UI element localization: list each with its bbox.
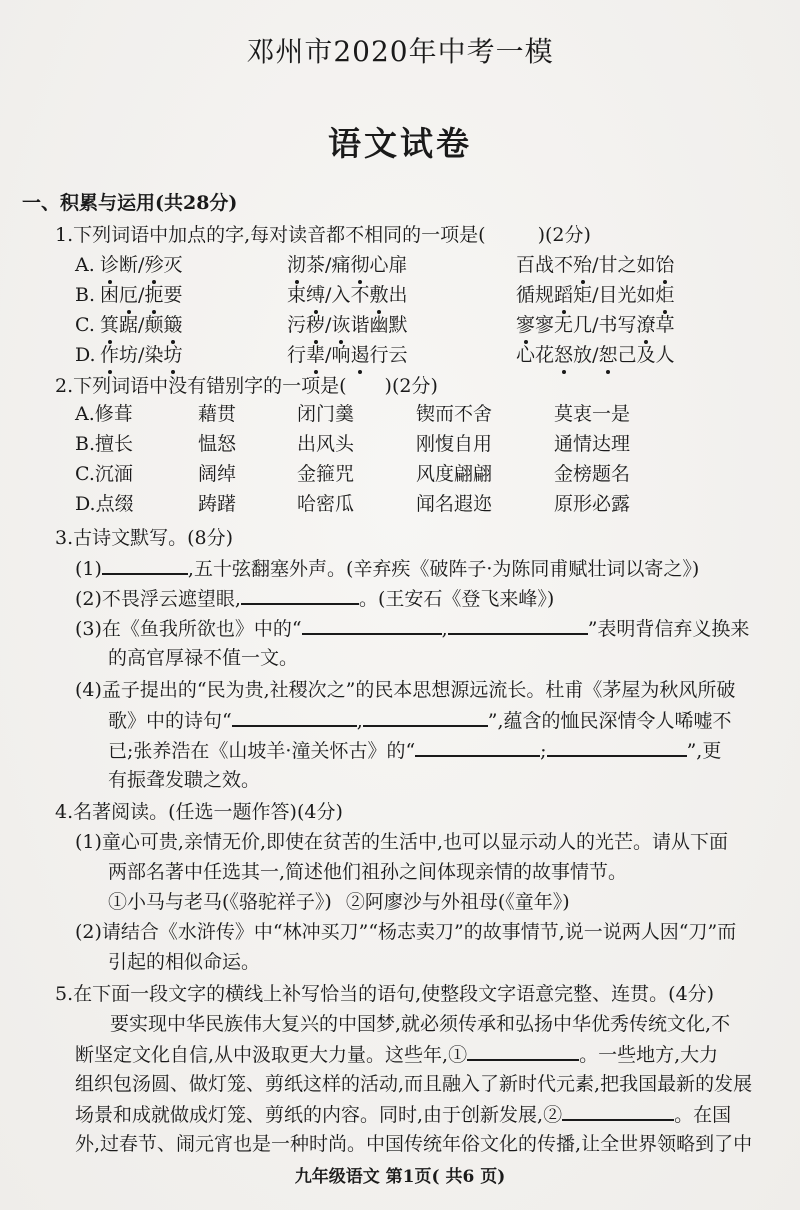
char: 矩 xyxy=(573,284,593,306)
q2-word: 通情达理 xyxy=(554,433,631,455)
q2-word: 金箍咒 xyxy=(297,463,355,485)
char: 寥 xyxy=(535,314,555,336)
q1-word-pair xyxy=(287,282,408,308)
emphasized-char: 彻 xyxy=(350,254,370,276)
char: / xyxy=(592,344,599,366)
char: 心 xyxy=(369,254,389,276)
q1-option-label: A. xyxy=(75,254,95,276)
q3-item-1-text: ,五十弦翻塞外声。(辛弃疾《破阵子·为陈同甫赋壮词以寄之》) xyxy=(187,558,700,580)
answer-blank-1[interactable] xyxy=(467,1041,579,1061)
char: / xyxy=(325,284,332,306)
comma: , xyxy=(356,710,363,732)
emphasized-char: 扼 xyxy=(144,284,164,306)
q5-passage-line xyxy=(75,1041,718,1068)
q1-option-label: C. xyxy=(75,314,95,336)
q5-stem: 5.在下面一段文字的横线上补写恰当的语句,使整段文字语意完整、连贯。(4分) xyxy=(55,983,715,1005)
q4-item-2: (2)请结合《水浒传》中“林冲买刀”“杨志卖刀”的故事情节,说一说两人因“刀”而 xyxy=(75,921,737,943)
q5-passage-line: 组织包汤圆、做灯笼、剪纸这样的活动,而且融入了新时代元素,把我国最新的发展 xyxy=(75,1073,753,1095)
char: 不 xyxy=(554,254,574,276)
q3-item-4-line3 xyxy=(108,737,721,764)
emphasized-char: 诙 xyxy=(331,314,351,336)
char: 如 xyxy=(636,284,656,306)
char: / xyxy=(138,254,145,276)
q2-word: A.修葺 xyxy=(75,403,133,425)
char: / xyxy=(325,254,332,276)
q3-text: ”,更 xyxy=(686,740,722,762)
q3-item-3-cont: 的高官厚禄不值一文。 xyxy=(108,647,299,669)
emphasized-char: 箕 xyxy=(100,314,120,336)
q2-word: 阔绰 xyxy=(198,463,237,485)
q1-stem xyxy=(55,222,591,248)
q2-word: 愠怒 xyxy=(198,433,237,455)
emphasized-char: 恕 xyxy=(598,344,618,366)
q2-stem-text: 2.下列词语中没有错别字的一项是( xyxy=(55,375,347,397)
char: 规 xyxy=(535,284,555,306)
q3-stem: 3.古诗文默写。(8分) xyxy=(55,527,234,549)
char: 踞 xyxy=(119,314,139,336)
emphasized-char: 殄 xyxy=(144,254,164,276)
char: / xyxy=(592,254,599,276)
q1-word-pair xyxy=(287,342,408,368)
char: 扉 xyxy=(388,254,408,276)
char: 灭 xyxy=(163,254,183,276)
q1-word-pair xyxy=(516,312,675,338)
char: 茶 xyxy=(306,254,326,276)
q2-word: 踌躇 xyxy=(198,493,237,515)
char: 之 xyxy=(617,254,637,276)
answer-blank[interactable] xyxy=(102,555,188,575)
char: 心 xyxy=(516,344,536,366)
char: 草 xyxy=(655,314,675,336)
char: 污 xyxy=(287,314,307,336)
q4-choice-1: ①小马与老马(《骆驼祥子》) xyxy=(108,891,332,913)
char: 百 xyxy=(516,254,536,276)
emphasized-char: 潦 xyxy=(636,314,656,336)
page-footer: 九年级语文 第1页( 共6 页) xyxy=(294,1167,506,1187)
char: / xyxy=(592,284,599,306)
q2-word: 金榜题名 xyxy=(554,463,631,485)
emphasized-char: 缚 xyxy=(306,284,326,306)
char: 花 xyxy=(535,344,555,366)
q4-item-2-line2: 引起的相似命运。 xyxy=(108,951,261,973)
q2-word: C.沉湎 xyxy=(75,463,133,485)
char: 目 xyxy=(598,284,618,306)
char: 己 xyxy=(617,344,637,366)
char: 甘 xyxy=(598,254,618,276)
char: 不 xyxy=(350,284,370,306)
answer-blank[interactable] xyxy=(448,615,588,635)
q3-item-3-text: ”表明背信弃义换来 xyxy=(587,618,750,640)
char: 要 xyxy=(163,284,183,306)
char: 谐 xyxy=(350,314,370,336)
emphasized-char: 厄 xyxy=(119,284,139,306)
q1-word-pair xyxy=(100,312,182,338)
emphasized-char: 遏 xyxy=(350,344,370,366)
char: 循 xyxy=(516,284,536,306)
q3-text: ”,蕴含的恤民深情令人唏嘘不 xyxy=(487,710,732,732)
char: / xyxy=(592,314,599,336)
emphasized-char: 饴 xyxy=(655,254,675,276)
q2-word: 藉贯 xyxy=(198,403,237,425)
answer-blank-2[interactable] xyxy=(562,1101,674,1121)
char: 困 xyxy=(100,284,120,306)
q5-passage-line: 外,过春节、闹元宵也是一种时尚。中国传统年俗文化的传播,让全世界领略到了中 xyxy=(75,1133,753,1155)
q3-item-4-line4: 有振聋发聩之效。 xyxy=(108,769,261,791)
emphasized-char: 寥 xyxy=(516,314,536,336)
emphasized-char: 簸 xyxy=(163,314,183,336)
char: / xyxy=(138,314,145,336)
answer-blank[interactable] xyxy=(415,737,540,757)
emphasized-char: 辈 xyxy=(306,344,326,366)
q2-word: 刚愎自用 xyxy=(416,433,493,455)
char: 行 xyxy=(369,344,389,366)
q3-item-2-source: 。(王安石《登飞来峰》) xyxy=(358,588,555,610)
emphasized-char: 炬 xyxy=(655,284,675,306)
answer-blank[interactable] xyxy=(302,615,442,635)
q1-word-pair xyxy=(287,252,408,278)
q4-item-1-choices xyxy=(108,889,570,915)
char: 颠 xyxy=(144,314,164,336)
q2-word: 闭门羹 xyxy=(297,403,355,425)
char: 无 xyxy=(554,314,574,336)
emphasized-char: 坊 xyxy=(163,344,183,366)
char: 痛 xyxy=(331,254,351,276)
char: 几 xyxy=(573,314,593,336)
q2-word: 莫衷一是 xyxy=(554,403,631,425)
exam-title: 邓州市2020年中考一模 xyxy=(246,35,554,68)
answer-blank[interactable] xyxy=(241,585,359,605)
q2-word: 原形必露 xyxy=(554,493,631,515)
char: / xyxy=(325,314,332,336)
char: 入 xyxy=(331,284,351,306)
char: 断 xyxy=(119,254,139,276)
q2-word: D.点缀 xyxy=(75,493,134,515)
q5-text: 断坚定文化自信,从中汲取更大力量。这些年,① xyxy=(75,1044,468,1066)
q1-option-label: D. xyxy=(75,344,96,366)
char: 坊 xyxy=(119,344,139,366)
q3-item-3-text: (3)在《鱼我所欲也》中的“ xyxy=(75,618,302,640)
q3-item-3 xyxy=(75,615,749,642)
emphasized-char: 诊 xyxy=(100,254,120,276)
q1-word-pair xyxy=(287,312,408,338)
q4-choice-2: ②阿廖沙与外祖母(《童年》) xyxy=(345,891,570,913)
q5-text: 。在国 xyxy=(674,1104,732,1126)
q1-word-pair xyxy=(100,342,182,368)
q2-word: 锲而不舍 xyxy=(416,403,493,425)
emphasized-char: 怒 xyxy=(554,344,574,366)
char: 云 xyxy=(388,344,408,366)
q5-text: 。一些地方,大力 xyxy=(579,1044,719,1066)
char: 响 xyxy=(331,344,351,366)
answer-blank[interactable] xyxy=(547,737,687,757)
q1-stem-text: 1.下列词语中加点的字,每对读音都不相同的一项是( xyxy=(55,224,486,246)
q3-item-2 xyxy=(75,585,554,612)
char: / xyxy=(138,344,145,366)
section-heading: 一、积累与运用(共28分) xyxy=(22,192,238,214)
emphasized-char: 殆 xyxy=(573,254,593,276)
comma: , xyxy=(441,618,448,640)
q4-item-1-line2: 两部名著中任选其一,简述他们祖孙之间体现亲情的故事情节。 xyxy=(108,861,628,883)
q4-stem: 4.名著阅读。(任选一题作答)(4分) xyxy=(55,801,343,823)
char: 束 xyxy=(287,284,307,306)
q5-passage-line: 要实现中华民族伟大复兴的中国梦,就必须传承和弘扬中华优秀传统文化,不 xyxy=(110,1013,731,1035)
q1-word-pair xyxy=(516,252,675,278)
emphasized-char: 作 xyxy=(100,344,120,366)
q2-word: 闻名遐迩 xyxy=(416,493,493,515)
char: / xyxy=(325,344,332,366)
char: 人 xyxy=(655,344,675,366)
char: 行 xyxy=(287,344,307,366)
char: 及 xyxy=(636,344,656,366)
answer-blank[interactable] xyxy=(363,707,488,727)
q1-word-pair xyxy=(516,282,675,308)
char: 幽 xyxy=(369,314,389,336)
char: 书 xyxy=(598,314,618,336)
q1-score: )(2分) xyxy=(537,224,591,246)
q2-score: )(2分) xyxy=(384,375,438,397)
q3-item-1 xyxy=(75,555,699,582)
q3-item-4: (4)孟子提出的“民为贵,社稷次之”的民本思想源远流长。杜甫《茅屋为秋风所破 xyxy=(75,679,736,701)
char: 写 xyxy=(617,314,637,336)
emphasized-char: 蹈 xyxy=(554,284,574,306)
answer-blank[interactable] xyxy=(232,707,357,727)
q1-word-pair xyxy=(100,282,182,308)
char: 放 xyxy=(573,344,593,366)
q3-item-4-line2 xyxy=(108,707,732,734)
char: 默 xyxy=(388,314,408,336)
q2-word: 出风头 xyxy=(297,433,355,455)
char: 光 xyxy=(617,284,637,306)
q2-word: 哈密瓜 xyxy=(297,493,355,515)
q3-item-1-num: (1) xyxy=(75,558,102,580)
q2-word: B.擅长 xyxy=(75,433,134,455)
char: 出 xyxy=(388,284,408,306)
emphasized-char: 敷 xyxy=(369,284,389,306)
char: 如 xyxy=(636,254,656,276)
q5-passage-line xyxy=(75,1101,731,1128)
char: / xyxy=(138,284,145,306)
q3-text: 歌》中的诗句“ xyxy=(108,710,232,732)
q4-item-1: (1)童心可贵,亲情无价,即使在贫苦的生活中,也可以显示动人的光芒。请从下面 xyxy=(75,831,729,853)
q1-option-label: B. xyxy=(75,284,96,306)
exam-subtitle: 语文试卷 xyxy=(328,124,472,163)
q2-word: 风度翩翩 xyxy=(416,463,493,485)
char: 染 xyxy=(144,344,164,366)
q3-item-2-text: (2)不畏浮云遮望眼, xyxy=(75,588,241,610)
semicolon: ; xyxy=(540,740,547,762)
q1-word-pair xyxy=(516,342,675,368)
q1-word-pair xyxy=(100,252,182,278)
q5-text: 场景和成就做成灯笼、剪纸的内容。同时,由于创新发展,② xyxy=(75,1104,563,1126)
q2-stem xyxy=(55,373,438,399)
char: 战 xyxy=(535,254,555,276)
q3-text: 已;张养浩在《山坡羊·潼关怀古》的“ xyxy=(108,740,416,762)
emphasized-char: 秽 xyxy=(306,314,326,336)
emphasized-char: 沏 xyxy=(287,254,307,276)
